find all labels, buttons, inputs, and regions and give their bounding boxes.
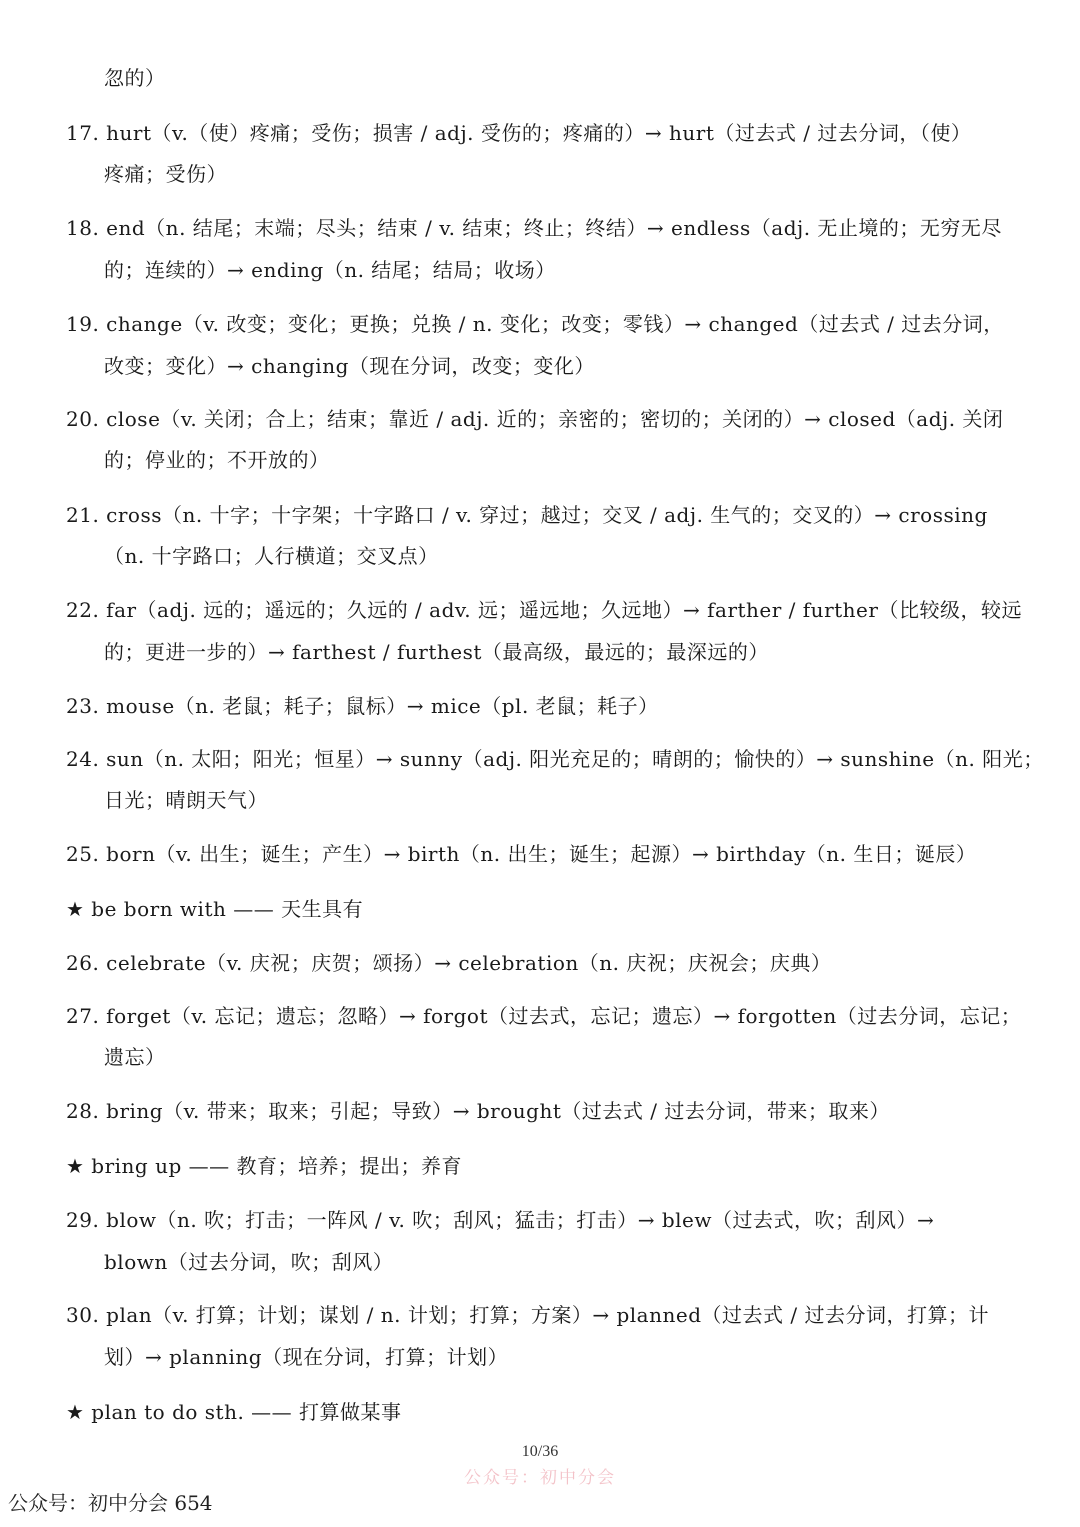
entry-28-line-1: 28. bring（v. 带来；取来；引起；导致）→ brought（过去式 / 过去分词，带来；取来） — [66, 1099, 890, 1123]
entry-17-line-2: 疼痛；受伤） — [104, 162, 227, 186]
entry-19-line-2: 改变；变化）→ changing（现在分词，改变；变化） — [104, 354, 595, 378]
entry-30-line-1: 30. plan（v. 打算；计划；谋划 / n. 计划；打算；方案）→ planned（过去式 / 过去分词，打算；计 — [66, 1303, 989, 1327]
entry-20-line-2: 的；停业的；不开放的） — [104, 448, 330, 472]
entry-23-line-1: 23. mouse（n. 老鼠；耗子；鼠标）→ mice（pl. 老鼠；耗子） — [66, 694, 659, 718]
entry-29-line-2: blown（过去分词，吹；刮风） — [104, 1250, 394, 1274]
entry-30-line-2: 划）→ planning（现在分词，打算；计划） — [104, 1345, 509, 1369]
phrase-be-born-with: ★ be born with —— 天生具有 — [66, 897, 364, 921]
entry-27-line-2: 遗忘） — [104, 1045, 166, 1069]
entry-21-line-2: （n. 十字路口；人行横道；交叉点） — [104, 544, 439, 568]
entry-18-line-1: 18. end（n. 结尾；末端；尽头；结束 / v. 结束；终止；终结）→ endless（adj. 无止境的；无穷无尽 — [66, 216, 1002, 240]
phrase-plan-to-do: ★ plan to do sth. —— 打算做某事 — [66, 1400, 402, 1424]
page-number: 10/36 — [521, 1443, 559, 1460]
text-line: 忽的） — [104, 66, 166, 90]
entry-26-line-1: 26. celebrate（v. 庆祝；庆贺；颂扬）→ celebration（n. 庆祝；庆祝会；庆典） — [66, 951, 832, 975]
entry-17-line-1: 17. hurt（v.（使）疼痛；受伤；损害 / adj. 受伤的；疼痛的）→ hurt（过去式 / 过去分词，（使） — [66, 121, 972, 145]
entry-19-line-1: 19. change（v. 改变；变化；更换；兑换 / n. 变化；改变；零钱）→ changed（过去式 / 过去分词， — [66, 312, 1004, 336]
entry-24-line-1: 24. sun（n. 太阳；阳光；恒星）→ sunny（adj. 阳光充足的；晴朗的；愉快的）→ sunshine（n. 阳光； — [66, 747, 1044, 771]
entry-22-line-1: 22. far（adj. 远的；遥远的；久远的 / adv. 远；遥远地；久远地）→ farther / further（比较级，较远 — [66, 598, 1022, 622]
entry-20-line-1: 20. close（v. 关闭；合上；结束；靠近 / adj. 近的；亲密的；密切的；关闭的）→ closed（adj. 关闭 — [66, 407, 1004, 431]
entry-27-line-1: 27. forget（v. 忘记；遗忘；忽略）→ forgot（过去式，忘记；遗忘）→ forgotten（过去分词，忘记； — [66, 1004, 1022, 1028]
entry-22-line-2: 的；更进一步的）→ farthest / furthest（最高级，最远的；最深远的） — [104, 640, 769, 664]
watermark: 公众号：初中分会 — [464, 1468, 616, 1488]
entry-24-line-2: 日光；晴朗天气） — [104, 788, 268, 812]
entry-25-line-1: 25. born（v. 出生；诞生；产生）→ birth（n. 出生；诞生；起源）→ birthday（n. 生日；诞辰） — [66, 842, 977, 866]
entry-29-line-1: 29. blow（n. 吹；打击；一阵风 / v. 吹；刮风；猛击；打击）→ blew（过去式，吹；刮风）→ — [66, 1208, 935, 1232]
footer-caption: 公众号：初中分会 654 — [8, 1491, 213, 1515]
entry-21-line-1: 21. cross（n. 十字；十字架；十字路口 / v. 穿过；越过；交叉 / adj. 生气的；交叉的）→ crossing — [66, 503, 988, 527]
entry-18-line-2: 的；连续的）→ ending（n. 结尾；结局；收场） — [104, 258, 556, 282]
phrase-bring-up: ★ bring up —— 教育；培养；提出；养育 — [66, 1154, 462, 1178]
